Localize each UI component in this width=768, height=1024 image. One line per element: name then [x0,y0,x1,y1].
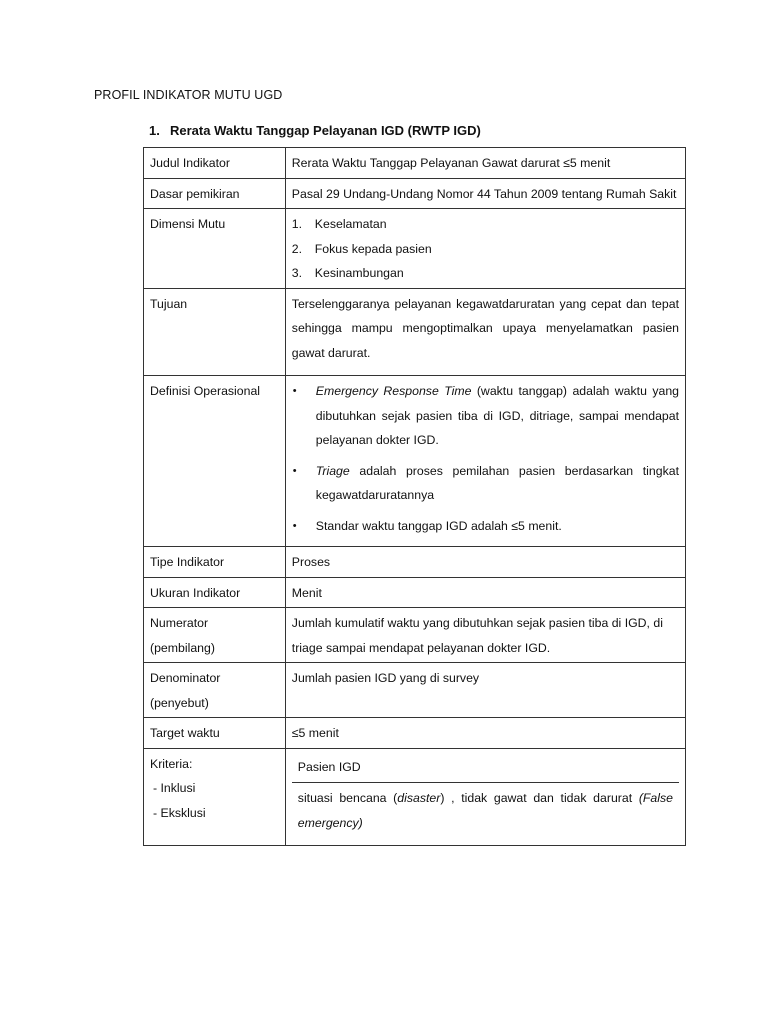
list-item: 3. Kesinambungan [291,266,404,280]
table-row-denominator [144,663,686,718]
page-title: PROFIL INDIKATOR MUTU UGD [94,88,283,102]
table-row-numerator [144,608,686,663]
definisi-label: Definisi Operasional [144,376,286,547]
indicator-profile-table [143,147,686,846]
definisi-list [292,379,679,538]
inklusi-label: - Inklusi [153,781,196,795]
bullet-icon: • [292,385,297,397]
tipe-value: Proses [285,547,685,578]
denominator-label: Denominator (penyebut) [144,663,286,718]
tipe-label: Tipe Indikator [144,547,286,578]
dasar-value: Pasal 29 Undang-Undang Nomor 44 Tahun 2009 tentang Rumah Sakit [285,178,685,209]
judul-label: Judul Indikator [144,148,286,179]
denominator-value: Jumlah pasien IGD yang di survey [285,663,685,718]
table-row-tipe [144,547,686,578]
numerator-label: Numerator (pembilang) [144,608,286,663]
kriteria-value [285,748,685,846]
table-row-tujuan [144,288,686,376]
list-item: 2. Fokus kepada pasien [291,241,432,256]
term: Emergency Response Time [315,384,472,398]
eksklusi-value: situasi bencana (disaster) , tidak gawat dan tidak darurat (False emergency) [297,791,673,830]
inklusi-value: Pasien IGD [292,752,679,784]
target-label: Target waktu [144,718,286,749]
term: Triage [315,463,350,478]
table-row-target [144,718,686,749]
eksklusi-label: - Eksklusi [153,805,206,820]
section-heading [149,123,481,138]
definisi-value [285,376,685,547]
dimensi-value [285,209,685,289]
dimensi-list [292,212,679,286]
kriteria-label: Kriteria: - Inklusi - Eksklusi [144,748,286,846]
table-row-ukuran [144,577,686,608]
list-item: • Triage adalah proses pemilahan pasien berdasarkan tingkat kegawatdaruratannya [292,459,679,508]
dimensi-label: Dimensi Mutu [144,209,286,289]
ukuran-value: Menit [285,577,685,608]
judul-value: Rerata Waktu Tanggap Pelayanan Gawat darurat ≤5 menit [285,148,685,179]
tujuan-label: Tujuan [144,288,286,376]
bullet-icon: • [292,519,297,532]
list-item: 1. Keselamatan [291,217,387,231]
table-row-judul [144,148,686,179]
section-number: 1. [149,123,160,138]
target-value: ≤5 menit [285,718,685,749]
table-row-kriteria [144,748,686,846]
table-row-dasar [144,178,686,209]
ukuran-label: Ukuran Indikator [144,577,286,608]
list-item: • Standar waktu tanggap IGD adalah ≤5 menit. [292,514,679,539]
dasar-label: Dasar pemikiran [144,178,286,209]
bullet-icon: • [292,464,297,477]
numerator-value: Jumlah kumulatif waktu yang dibutuhkan sejak pasien tiba di IGD, di triage sampai mendapat pelayanan dokter IGD. [285,608,685,663]
table-row-dimensi [144,209,686,289]
tujuan-value: Terselenggaranya pelayanan kegawatdaruratan yang cepat dan tepat sehingga mampu mengoptimalkan upaya menyelamatkan pasien gawat darurat. [285,288,685,376]
list-item: • Emergency Response Time (waktu tanggap) adalah waktu yang dibutuhkan sejak pasien tiba di IGD, ditriage, sampai mendapat pelayanan dokter IGD. [292,379,679,453]
table-row-definisi [144,376,686,547]
section-heading-text: Rerata Waktu Tanggap Pelayanan IGD (RWTP IGD) [170,123,481,138]
